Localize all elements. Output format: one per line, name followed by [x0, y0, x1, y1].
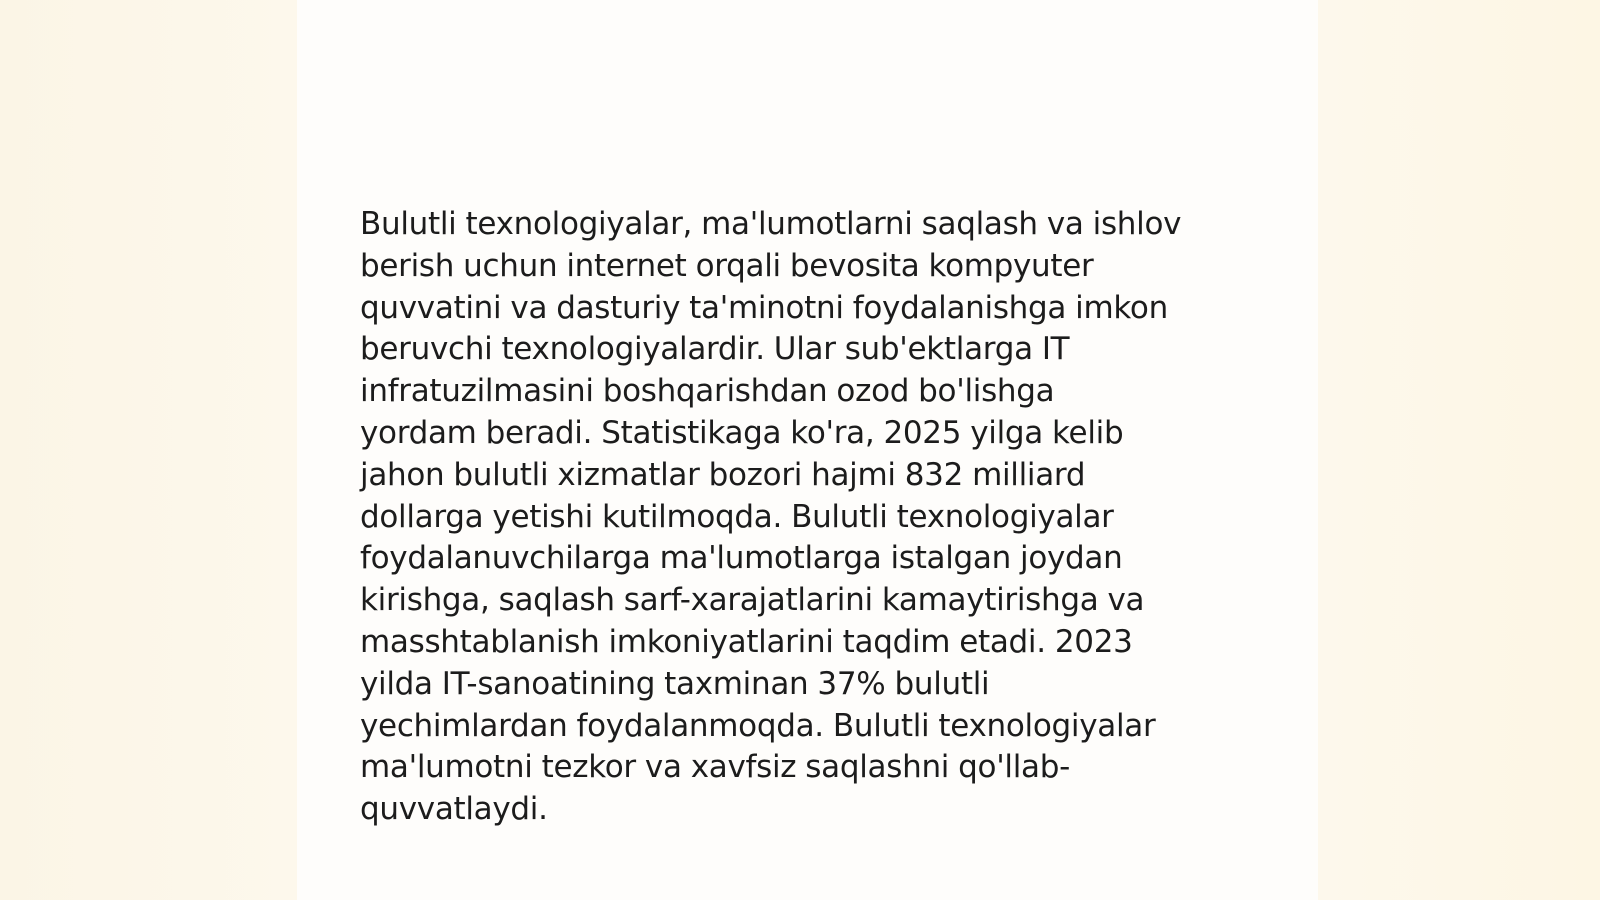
paragraph-line: berish uchun internet orqali bevosita kompyuter — [360, 247, 1094, 284]
body-paragraph — [360, 204, 1260, 831]
paragraph-line: yechimlardan foydalanmoqda. Bulutli texnologiyalar — [360, 707, 1156, 744]
paragraph-line: quvvatlaydi. — [360, 791, 548, 828]
page-background-left — [0, 0, 297, 900]
paragraph-line: yilda IT-sanoatining taxminan 37% bulutli — [360, 665, 990, 702]
paragraph-line: beruvchi texnologiyalardir. Ular sub'ektlarga IT — [360, 331, 1070, 368]
paragraph-line: masshtablanish imkoniyatlarini taqdim etadi. 2023 — [360, 623, 1133, 660]
paragraph-line: ma'lumotni tezkor va xavfsiz saqlashni qo'llab- — [360, 749, 1071, 786]
paragraph-line: kirishga, saqlash sarf-xarajatlarini kamaytirishga va — [360, 582, 1145, 619]
paragraph-line: quvvatini va dasturiy ta'minotni foydalanishga imkon — [360, 289, 1168, 326]
paragraph-line: Bulutli texnologiyalar, ma'lumotlarni saqlash va ishlov — [360, 206, 1182, 242]
page-background-right — [1318, 0, 1600, 900]
paragraph-line: yordam beradi. Statistikaga ko'ra, 2025 yilga kelib — [360, 414, 1124, 451]
paragraph-line: jahon bulutli xizmatlar bozori hajmi 832 milliard — [360, 456, 1086, 493]
paragraph-line: infratuzilmasini boshqarishdan ozod bo'lishga — [360, 373, 1055, 410]
paragraph-line: foydalanuvchilarga ma'lumotlarga istalgan joydan — [360, 540, 1123, 577]
paragraph-line: dollarga yetishi kutilmoqda. Bulutli texnologiyalar — [360, 498, 1114, 535]
